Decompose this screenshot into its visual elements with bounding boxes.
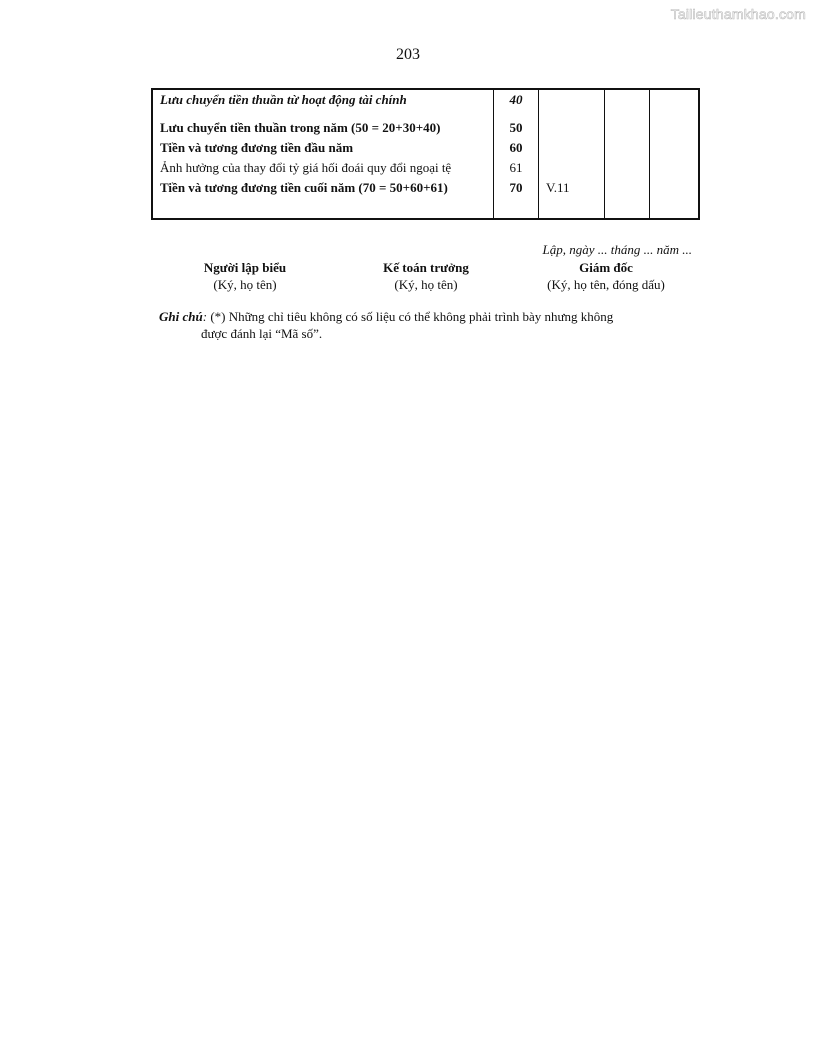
row-label: Lưu chuyển tiền thuần từ hoạt động tài chính <box>160 92 407 107</box>
signature-title: Giám đốc <box>579 260 633 275</box>
table-row <box>153 159 698 177</box>
footnote-colon: : <box>202 309 208 324</box>
row-label: Tiền và tương đương tiền đầu năm <box>160 140 354 155</box>
footnote-text-continued: được đánh lại “Mã số”. <box>201 326 323 341</box>
table-row <box>153 91 698 109</box>
row-code: 40 <box>509 92 523 107</box>
footnote-text: (*) Những chỉ tiêu không có số liệu có thể không phải trình bày nhưng không <box>207 309 614 324</box>
table-row <box>153 139 698 157</box>
row-code: 60 <box>509 140 523 155</box>
row-note: V.11 <box>546 180 570 195</box>
signature-subtitle: (Ký, họ tên, đóng dấu) <box>547 277 665 292</box>
cash-flow-table <box>151 88 700 220</box>
table-row <box>153 119 698 137</box>
table-row <box>153 179 698 197</box>
signature-title: Người lập biểu <box>203 260 287 275</box>
row-label: Lưu chuyển tiền thuần trong năm (50 = 20+30+40) <box>160 120 441 135</box>
row-label: Tiền và tương đương tiền cuối năm (70 = 50+60+61) <box>160 180 448 195</box>
row-label: Ảnh hưởng của thay đổi tỷ giá hối đoái quy đổi ngoại tệ <box>160 160 452 175</box>
row-code: 70 <box>509 180 523 195</box>
signature-preparer <box>165 259 325 293</box>
row-code: 50 <box>509 120 523 135</box>
signature-subtitle: (Ký, họ tên) <box>213 277 277 292</box>
page-number: 203 <box>396 46 420 63</box>
watermark: Tailieuthamkhao.com <box>670 6 806 22</box>
footnote <box>159 308 693 342</box>
signature-subtitle: (Ký, họ tên) <box>394 277 458 292</box>
signature-director <box>516 259 696 293</box>
row-code: 61 <box>509 160 523 175</box>
footnote-label: Ghi chú <box>159 309 203 324</box>
signature-title: Kế toán trưởng <box>383 260 469 275</box>
date-line: Lập, ngày ... tháng ... năm ... <box>542 242 692 257</box>
signature-chief-accountant <box>346 259 506 293</box>
